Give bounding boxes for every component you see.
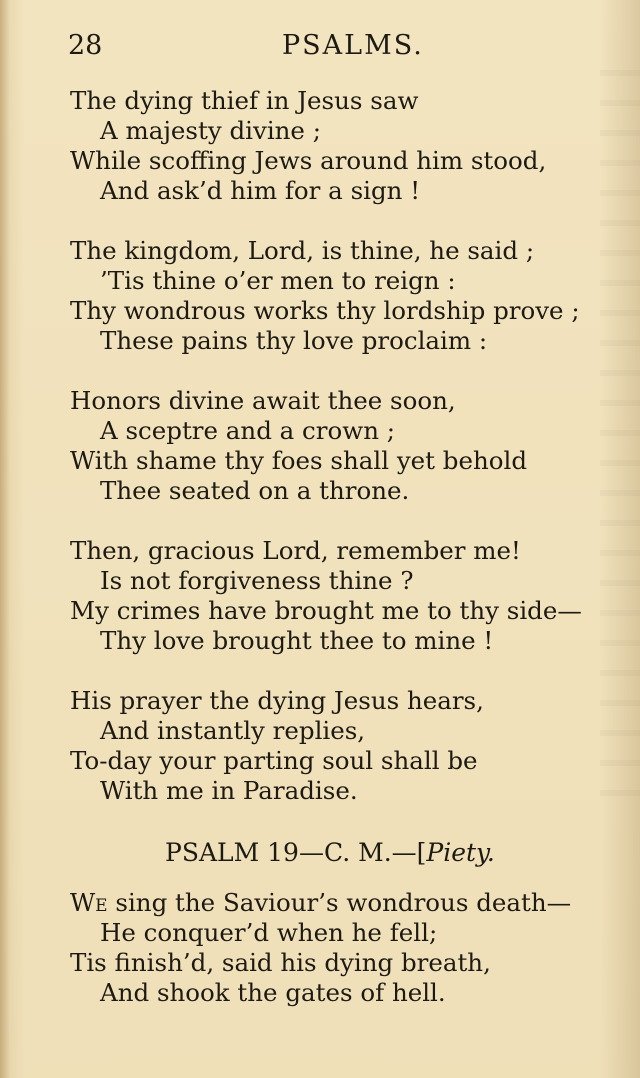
verse-line: His prayer the dying Jesus hears, [70,686,484,715]
stanza [0,236,640,356]
verse-line: Then, gracious Lord, remember me! [70,536,521,565]
page-header [0,28,640,68]
stanza [0,686,640,806]
verse-line: While scoffing Jews around him stood, [70,146,547,175]
verse-line: Tis finish’d, said his dying breath, [70,948,491,977]
verse-line: Thee seated on a throne. [100,476,410,505]
verse-line: My crimes have brought me to thy side— [70,596,582,625]
stanza [0,536,640,656]
verse-line: Is not forgiveness thine ? [100,566,414,595]
psalm-heading [0,836,640,870]
page-body [0,86,640,1038]
verse-line [0,888,640,918]
verse-line: Thy love brought thee to mine ! [100,626,494,655]
verse-line: A majesty divine ; [100,116,321,145]
verse-line: Honors divine await thee soon, [70,386,456,415]
verse-line: With shame thy foes shall yet behold [70,446,528,475]
stanza-list [0,86,640,806]
drop-word: We [70,888,108,917]
verse-line: And shook the gates of hell. [100,978,446,1007]
verse-line: And instantly replies, [100,716,366,745]
verse-line: A sceptre and a crown ; [100,416,396,445]
verse-line: And ask’d him for a sign ! [100,176,421,205]
verse-line: Thy wondrous works thy lordship prove ; [70,296,580,325]
stanza [0,386,640,506]
stanza [0,86,640,206]
verse-line: The kingdom, Lord, is thine, he said ; [70,236,535,265]
verse-line: These pains thy love proclaim : [100,326,488,355]
stanza [0,888,640,1008]
psalm-heading-subject: Piety. [426,838,495,867]
verse-line: ’Tis thine o’er men to reign : [100,266,456,295]
verse-line-text: sing the Saviour’s wondrous death— [107,888,572,917]
verse-line: To-day your parting soul shall be [70,746,478,775]
page-number: 28 [68,30,103,61]
psalm-heading-label: PSALM 19—C. M.—[ [165,838,427,867]
verse-line: The dying thief in Jesus saw [70,86,419,115]
verse-line: With me in Paradise. [100,776,358,805]
running-head: PSALMS. [282,30,424,61]
verse-line: He conquer’d when he fell; [100,918,438,947]
